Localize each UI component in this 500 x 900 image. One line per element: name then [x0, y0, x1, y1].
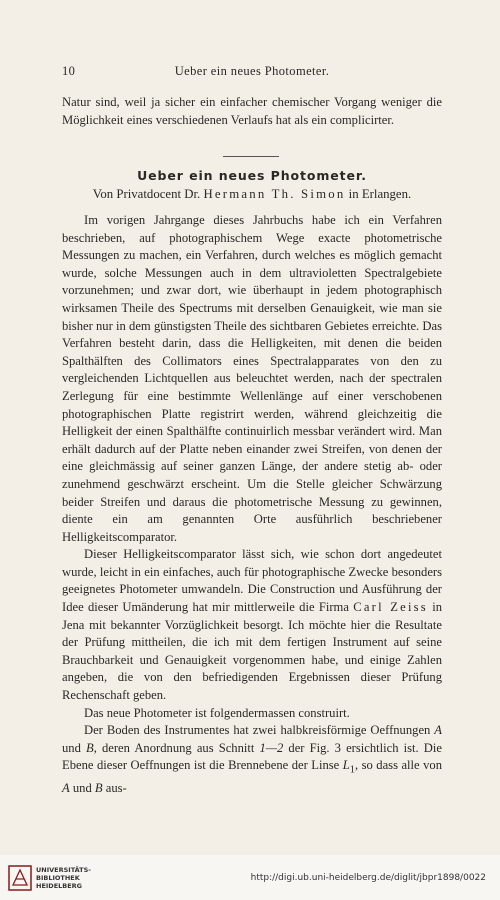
library-line-1: UNIVERSITÄTS-: [36, 866, 91, 874]
paragraph-4-part-c: der Fig. 3 ersichtlich ist. Die Ebene dieser Oeffnungen ist die Brennebene der Linse: [62, 740, 442, 773]
paragraph-3: Das neue Photometer ist folgendermassen construirt.: [84, 705, 350, 720]
word-und: und: [62, 740, 81, 755]
body-text: [62, 212, 442, 797]
symbol-a: A: [434, 723, 442, 738]
paragraph-4-part-a: Der Boden des Instrumentes hat zwei halbkreisförmige Oeffnungen: [84, 723, 431, 738]
section-divider: [223, 156, 279, 157]
lens-subscript: 1: [349, 764, 355, 776]
lens-symbol: L: [342, 758, 350, 773]
paragraph-4-part-e: aus-: [105, 780, 127, 795]
library-name: [36, 866, 91, 890]
author-line: [62, 187, 442, 202]
paragraph-4: [62, 722, 442, 797]
permalink-url[interactable]: http://digi.ub.uni-heidelberg.de/diglit/jbpr1898/0022: [250, 873, 486, 883]
paragraph-4-part-b: , deren Anordnung aus Schnitt: [93, 740, 255, 755]
symbol-b-2: B: [94, 780, 103, 795]
cut-label: 1—2: [259, 740, 284, 755]
page-number: 10: [62, 64, 76, 78]
author-name: Hermann Th. Simon: [203, 187, 346, 201]
firm-name: Carl Zeiss: [353, 600, 428, 615]
paragraph-1: Im vorigen Jahrgange dieses Jahrbuchs habe ich ein Verfahren beschrieben, auf photographischem Wege exacte photometrische Messungen zu machen, ein Verfahren, durch welches es möglich gemacht wurde, solche Messungen auch in dem ultravioletten Spectralgebiete vorzunehmen; und zwar dort, wie überhaupt in jedem photographisch wirksamen Theile des Spectrums mit derselben Genauigkeit, wie man sie bisher nur in dem günstigsten Theile des sichtbaren Gebietes erreichte. Das Verfahren besteht darin, dass die Helligkeiten, mit denen die beiden Spalthälften des Collimators eines Spectralapparates von den zu vergleichenden Lichtquellen aus beleuchtet werden, nach der spectralen Zerlegung für eine bestimmte Wellenlänge auf einer verschobenen photographischen Platte registrirt werden, während gleichzeitig die Helligkeit der einen Spalthälfte continuirlich messbar verändert wird. Man erhält dadurch auf der Platte neben einander zwei Streifen, von denen der eine gleichmässig auf seiner ganzen Länge, der andere stetig ab- oder zunehmend geschwärzt erscheint. Um die Stelle gleicher Schwärzung beider Streifen und daraus die photometrische Messung zu gewinnen, diente ein am genannten Orte ausführlich beschriebener Helligkeitscomparator.: [62, 213, 442, 544]
symbol-a-2: A: [62, 780, 70, 795]
running-title: Ueber ein neues Photometer.: [174, 64, 330, 78]
paragraph-2-part-b: in Jena mit bekannter Vorzüglichkeit besorgt. Ich möchte hier die Resultate der Prüfung mittheilen, die ich mit dem fertigen Instrument auf seine Brauchbarkeit und Genauigkeit vorgenommen habe, und einige Zahlen angeben, die von den befriedigenden Ergebnissen dieser Prüfung Rechenschaft geben.: [62, 600, 442, 703]
word-und-2: und: [72, 780, 92, 795]
paragraph-2-part-a: Dieser Helligkeitscomparator lässt sich, wie schon dort angedeutet wurde, leicht in ein einfaches, auch für photographische Zwecke besonders geeignetes Photometer umwandeln. Die Construction und Ausführung der Idee dieser Umänderung hat mir mittlerweile die Firma: [62, 547, 442, 615]
paragraph-2: [62, 546, 442, 704]
author-suffix: in Erlangen.: [348, 187, 412, 201]
intro-paragraph: Natur sind, weil ja sicher ein einfacher chemischer Vorgang weniger die Möglichkeit eines verschiedenen Verlaufs hat als ein complicirter.: [62, 95, 442, 127]
author-prefix: Von Privatdocent Dr.: [92, 187, 201, 201]
symbol-b: B: [86, 740, 94, 755]
paragraph-4-part-d: , so dass alle von: [355, 758, 442, 773]
page-header: [62, 64, 442, 82]
footer-bar: [0, 855, 500, 900]
section-title: Ueber ein neues Photometer.: [137, 168, 367, 183]
library-line-2: BIBLIOTHEK: [36, 874, 80, 882]
library-line-3: HEIDELBERG: [36, 882, 83, 890]
university-library-logo-icon: [8, 865, 32, 891]
